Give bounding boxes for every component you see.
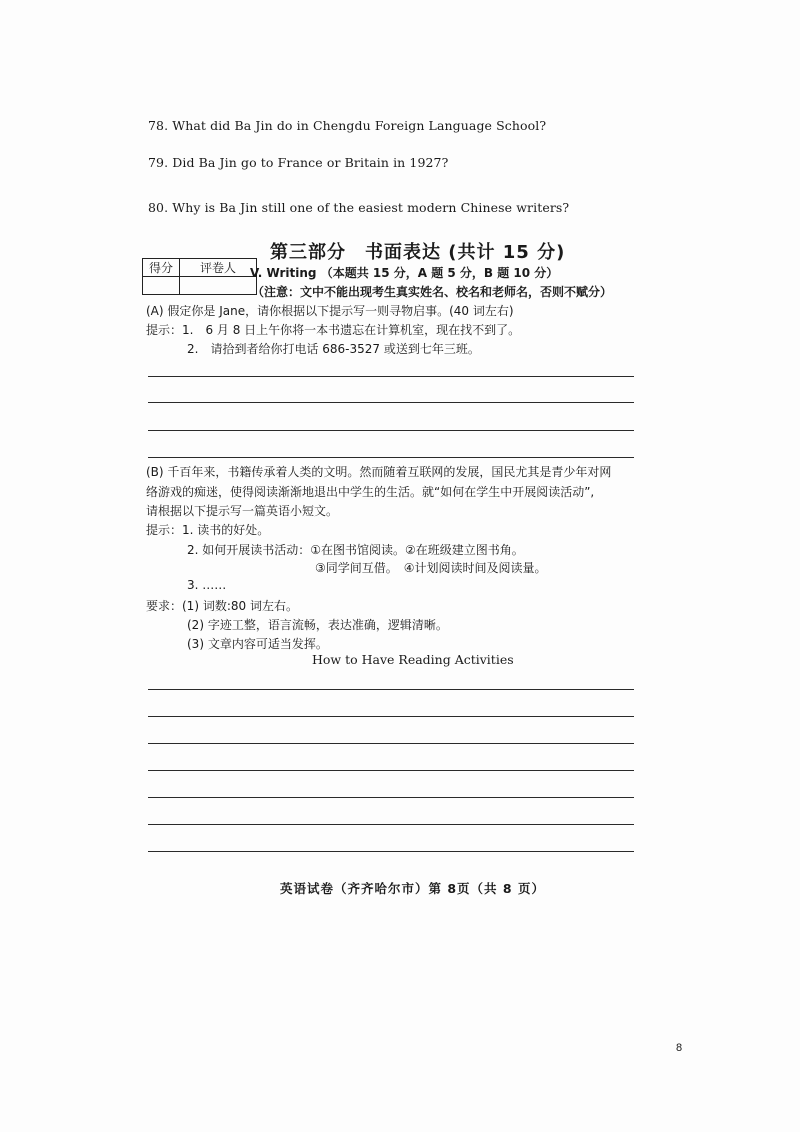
answer-line-a-4 <box>148 457 634 458</box>
grader-cell <box>180 277 257 295</box>
grader-label: 评卷人 <box>180 259 257 277</box>
part-b-requirement-2: (2) 字迹工整，语言流畅，表达准确，逻辑清晰。 <box>187 618 448 632</box>
answer-line-b-5 <box>148 797 634 798</box>
essay-title: How to Have Reading Activities <box>312 652 514 667</box>
answer-line-a-1 <box>148 376 634 377</box>
score-cell <box>143 277 180 295</box>
section-title: 第三部分 书面表达 (共计 15 分) <box>270 242 566 263</box>
part-b-hint-1: 提示：1. 读书的好处。 <box>146 523 270 537</box>
page-number: 8 <box>676 1042 683 1054</box>
part-b-intro-1: (B) 千百年来，书籍传承着人类的文明。然而随着互联网的发展，国民尤其是青少年对网 <box>146 465 612 479</box>
answer-line-a-3 <box>148 430 634 431</box>
answer-line-b-7 <box>148 851 634 852</box>
question-78: 78. What did Ba Jin do in Chengdu Foreign Language School? <box>148 118 547 133</box>
part-b-intro-3: 请根据以下提示写一篇英语小短文。 <box>146 504 339 518</box>
page-footer: 英语试卷（齐齐哈尔市）第 8页（共 8 页） <box>280 881 545 896</box>
part-a-hint-2: 2. 请拾到者给你打电话 686-3527 或送到七年三班。 <box>187 342 480 356</box>
score-table <box>142 258 257 295</box>
answer-line-a-2 <box>148 402 634 403</box>
part-a-hint-1: 提示：1. 6 月 8 日上午你将一本书遗忘在计算机室，现在找不到了。 <box>146 323 521 337</box>
part-b-hint-2: 2. 如何开展读书活动：①在图书馆阅读。②在班级建立图书角。 <box>187 543 524 557</box>
writing-note: （注意：文中不能出现考生真实姓名、校名和老师名，否则不赋分） <box>252 285 613 299</box>
answer-line-b-6 <box>148 824 634 825</box>
answer-line-b-1 <box>148 689 634 690</box>
answer-line-b-3 <box>148 743 634 744</box>
answer-line-b-2 <box>148 716 634 717</box>
writing-heading: V. Writing （本题共 15 分，A 题 5 分，B 题 10 分） <box>250 266 559 280</box>
part-b-hint-3: 3. …… <box>187 578 227 592</box>
part-b-requirement-3: (3) 文章内容可适当发挥。 <box>187 637 328 651</box>
question-79: 79. Did Ba Jin go to France or Britain in 1927? <box>148 155 449 170</box>
part-a-instruction: (A) 假定你是 Jane，请你根据以下提示写一则寻物启事。(40 词左右) <box>146 304 514 318</box>
question-80: 80. Why is Ba Jin still one of the easiest modern Chinese writers? <box>148 200 570 215</box>
part-b-hint-2b: ③同学间互借。 ④计划阅读时间及阅读量。 <box>315 561 547 575</box>
score-label: 得分 <box>143 259 180 277</box>
part-b-requirement-1: 要求：(1) 词数:80 词左右。 <box>146 599 298 613</box>
answer-line-b-4 <box>148 770 634 771</box>
part-b-intro-2: 络游戏的痴迷，使得阅读渐渐地退出中学生的生活。就“如何在学生中开展阅读活动”, <box>146 485 595 499</box>
